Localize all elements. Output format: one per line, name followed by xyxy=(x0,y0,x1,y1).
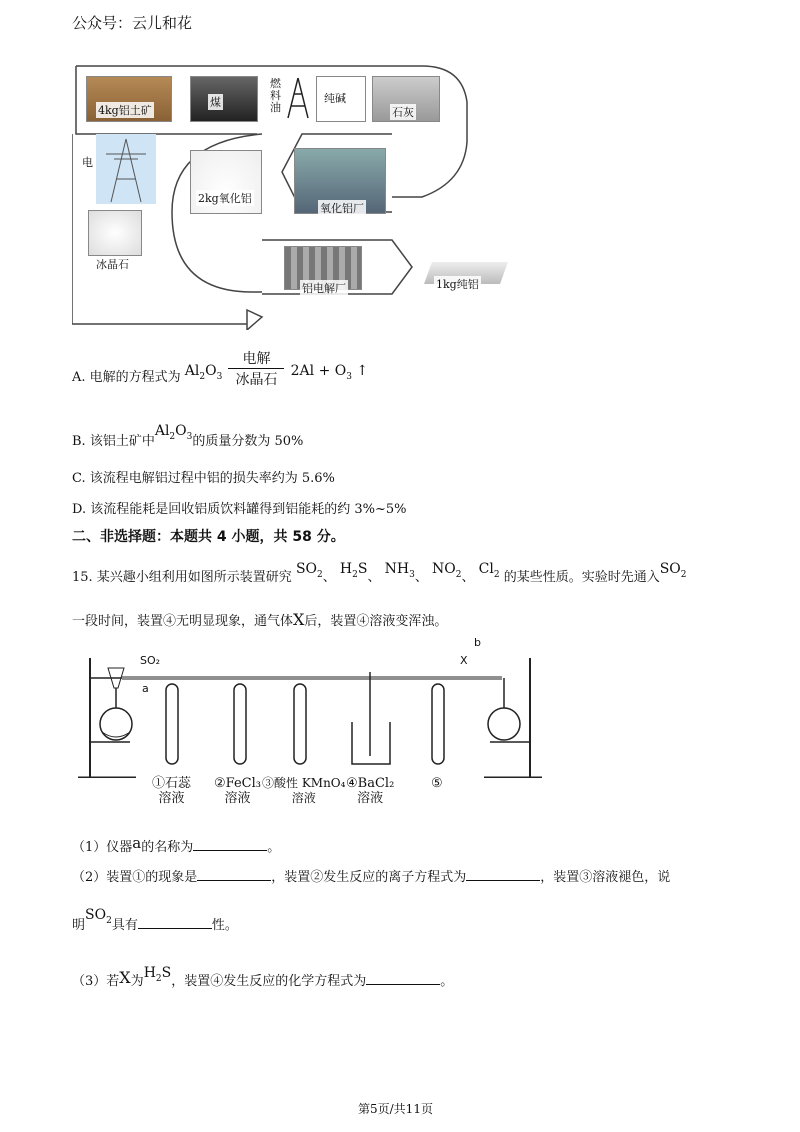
smelter-label: 铝电解厂 xyxy=(302,282,346,295)
coal-label: 煤 xyxy=(210,96,221,109)
reaction-condition: 电解 冰晶石 xyxy=(228,348,284,389)
process-flowchart xyxy=(72,62,512,330)
subquestion-2-cont: 明$SO_2$具有 性。 xyxy=(72,907,238,933)
q15-line1: 15. 某兴趣小组利用如图所示装置研究 $SO_2$、 $H_2S$、 $NH_3$、 $NO_2$、 $Cl_2$ 的某些性质。实验时先通入$SO_2$ xyxy=(72,561,687,585)
electricity-label: 电 xyxy=(82,156,93,169)
answer-blank[interactable] xyxy=(138,916,212,929)
option-d: D. 该流程能耗是回收铝质饮料罐得到铝能耗的约 3%~5% xyxy=(72,502,407,517)
q15-line2: 一段时间，装置④无明显现象，通气体X后，装置④溶液变浑浊。 xyxy=(72,610,448,629)
tube-5-label: ⑤ xyxy=(431,776,443,791)
oil-derrick-icon xyxy=(286,76,310,120)
tube-2-label: ②FeCl₃ 溶液 xyxy=(214,776,261,806)
tube-4-label: ④BaCl₂ 溶液 xyxy=(346,776,395,806)
soda-ash-label: 纯碱 xyxy=(324,92,346,105)
answer-blank[interactable] xyxy=(197,868,271,881)
fuel-oil-label: 燃料油 xyxy=(270,77,281,114)
option-c: C. 该流程电解铝过程中铝的损失率约为 5.6% xyxy=(72,471,335,486)
lime-label: 石灰 xyxy=(392,106,414,119)
bauxite-label: 4kg铝土矿 xyxy=(98,104,152,117)
option-a-reactant: $Al_2O_3$ xyxy=(184,363,223,382)
cryolite-label: 冰晶石 xyxy=(96,258,129,271)
subquestion-2: （2）装置①的现象是 ，装置②发生反应的离子方程式为 ，装置③溶液褪色，说 xyxy=(72,870,671,885)
instrument-b-label: b xyxy=(474,636,481,649)
page-number: 第5页/共11页 xyxy=(358,1102,433,1116)
answer-blank[interactable] xyxy=(193,838,267,851)
option-b: B. 该铝土矿中$Al_2O_3$的质量分数为 50% xyxy=(72,423,304,449)
alumina-plant-label: 氧化铝厂 xyxy=(320,202,364,215)
subquestion-3: （3）若X为$H_2S$，装置④发生反应的化学方程式为 。 xyxy=(72,965,454,989)
cryolite-image xyxy=(88,210,142,256)
instrument-a-label: a xyxy=(142,682,149,695)
option-a-products: $2Al + O_3$ ↑ xyxy=(290,363,369,382)
alumina-label: 2kg氧化铝 xyxy=(198,192,252,205)
answer-blank[interactable] xyxy=(366,972,440,985)
option-b-chem: $Al_2O_3$ xyxy=(154,423,193,442)
pure-aluminum-label: 1kg纯铝 xyxy=(436,278,479,291)
answer-blank[interactable] xyxy=(466,868,540,881)
power-tower-icon xyxy=(96,134,156,204)
section-title: 二、非选择题：本题共 4 小题，共 58 分。 xyxy=(72,529,345,545)
tube-1-label: ①石蕊 溶液 xyxy=(152,776,192,806)
option-a xyxy=(72,348,368,388)
option-a-prefix: A. 电解的方程式为 xyxy=(72,370,181,385)
so2-inlet-label: SO₂ xyxy=(140,654,161,667)
x-inlet-label: X xyxy=(460,654,468,667)
header-source: 公众号：云儿和花 xyxy=(72,14,193,32)
subquestion-1: （1）仪器a的名称为 。 xyxy=(72,834,281,855)
tube-3-label: ③酸性 KMnO₄ 溶液 xyxy=(262,776,346,805)
coal-image xyxy=(190,76,258,122)
